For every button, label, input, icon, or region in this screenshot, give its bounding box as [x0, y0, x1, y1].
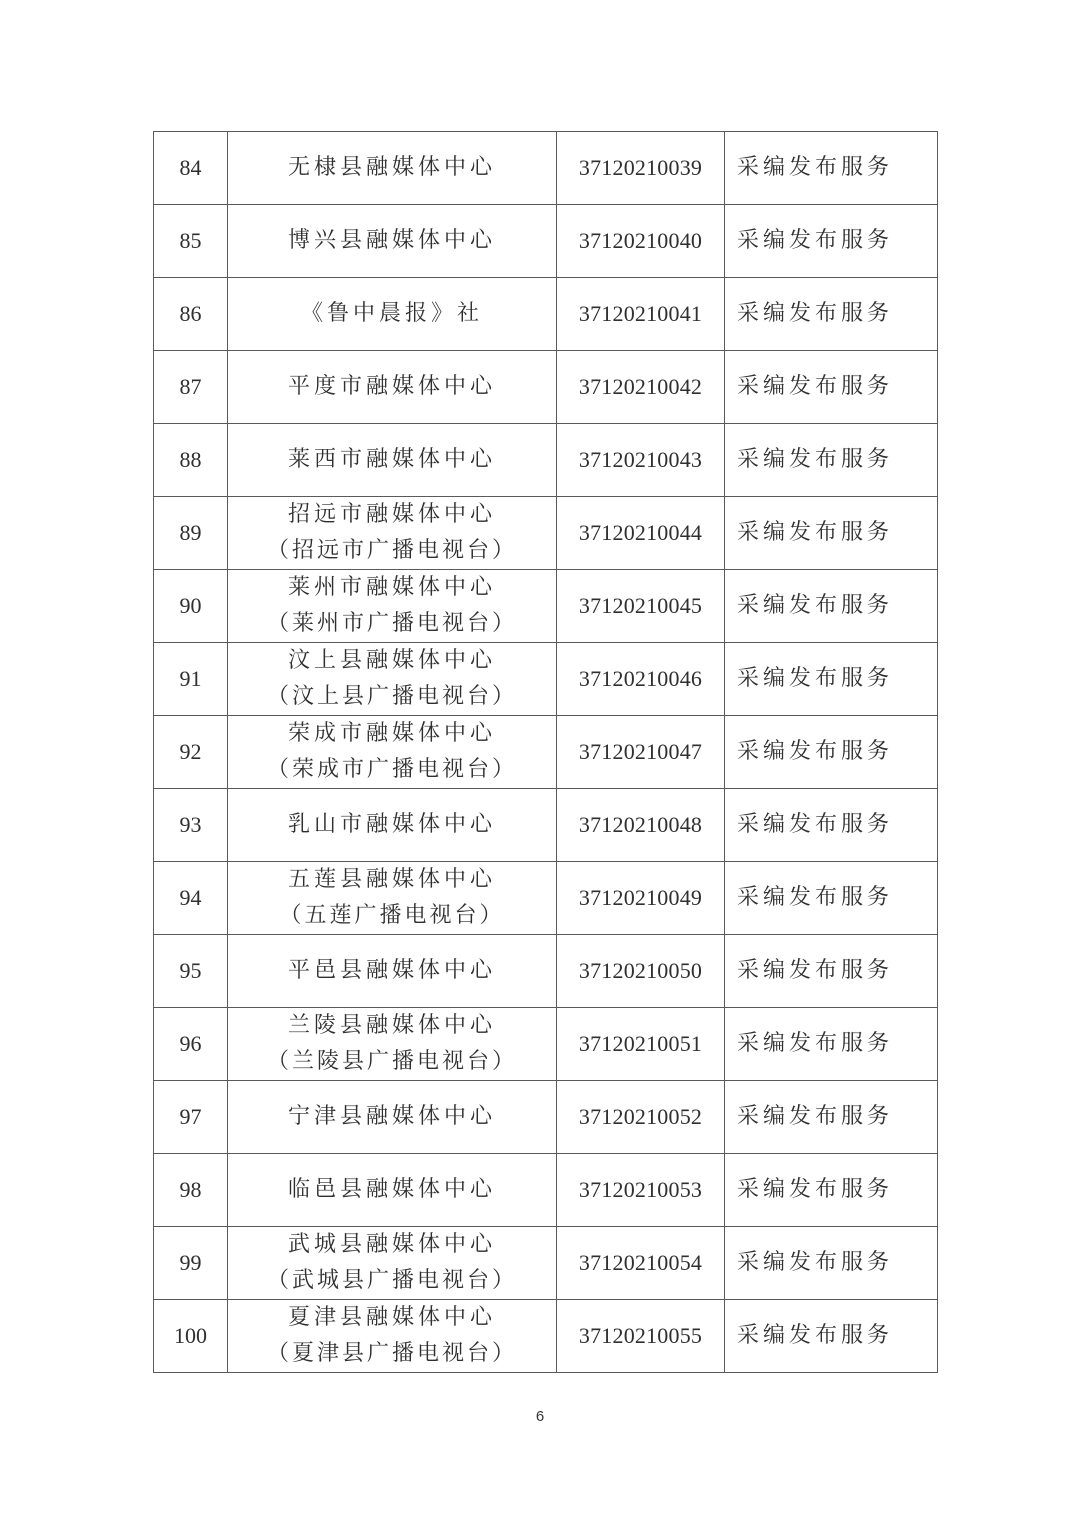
table-row [154, 1081, 938, 1154]
organization-name-cell [228, 424, 557, 497]
organization-alias: （武城县广播电视台） [266, 1268, 517, 1293]
table-row [154, 1154, 938, 1227]
row-number-cell: 99 [154, 1227, 228, 1300]
organization-name-cell [228, 497, 557, 570]
service-type-cell: 采编发布服务 [725, 1008, 938, 1081]
table-row [154, 862, 938, 935]
row-number-cell: 84 [154, 132, 228, 205]
service-type-cell: 采编发布服务 [725, 1154, 938, 1227]
table-row [154, 497, 938, 570]
organization-name-cell [228, 789, 557, 862]
table-row [154, 935, 938, 1008]
organization-name-cell [228, 716, 557, 789]
organization-name: 莱西市融媒体中心 [287, 447, 496, 472]
table-row [154, 570, 938, 643]
license-code-cell: 37120210055 [557, 1300, 725, 1373]
organization-name: 莱州市融媒体中心 [287, 575, 496, 600]
license-code-cell: 37120210052 [557, 1081, 725, 1154]
service-type-cell: 采编发布服务 [725, 1300, 938, 1373]
organization-name: 汶上县融媒体中心 [287, 648, 496, 673]
organization-name-cell [228, 1227, 557, 1300]
organization-alias: （荣成市广播电视台） [266, 757, 517, 782]
service-type-cell: 采编发布服务 [725, 935, 938, 1008]
license-code-cell: 37120210051 [557, 1008, 725, 1081]
service-type-cell: 采编发布服务 [725, 278, 938, 351]
license-code-cell: 37120210040 [557, 205, 725, 278]
organization-name-cell [228, 935, 557, 1008]
organization-name: 平邑县融媒体中心 [287, 958, 496, 983]
table-row [154, 643, 938, 716]
service-type-cell: 采编发布服务 [725, 716, 938, 789]
license-code-cell: 37120210042 [557, 351, 725, 424]
service-type-cell: 采编发布服务 [725, 1227, 938, 1300]
license-code-cell: 37120210046 [557, 643, 725, 716]
organization-name-cell [228, 643, 557, 716]
organization-name-cell [228, 1081, 557, 1154]
row-number-cell: 95 [154, 935, 228, 1008]
service-type-cell: 采编发布服务 [725, 205, 938, 278]
row-number-cell: 88 [154, 424, 228, 497]
organization-alias: （兰陵县广播电视台） [266, 1049, 517, 1074]
service-type-cell: 采编发布服务 [725, 351, 938, 424]
service-type-cell: 采编发布服务 [725, 1081, 938, 1154]
license-code-cell: 37120210048 [557, 789, 725, 862]
row-number-cell: 87 [154, 351, 228, 424]
row-number-cell: 96 [154, 1008, 228, 1081]
license-code-cell: 37120210050 [557, 935, 725, 1008]
row-number-cell: 92 [154, 716, 228, 789]
organization-alias: （夏津县广播电视台） [266, 1341, 517, 1366]
row-number-cell: 100 [154, 1300, 228, 1373]
row-number-cell: 91 [154, 643, 228, 716]
organization-name: 《鲁中晨报》社 [300, 301, 483, 326]
license-code-cell: 37120210039 [557, 132, 725, 205]
service-type-cell: 采编发布服务 [725, 862, 938, 935]
organization-name: 荣成市融媒体中心 [287, 721, 496, 746]
table-row [154, 716, 938, 789]
organization-name-cell [228, 1008, 557, 1081]
row-number-cell: 94 [154, 862, 228, 935]
service-type-cell: 采编发布服务 [725, 497, 938, 570]
organization-name-cell [228, 1300, 557, 1373]
license-code-cell: 37120210053 [557, 1154, 725, 1227]
organization-alias: （招远市广播电视台） [266, 538, 517, 563]
table-row [154, 1227, 938, 1300]
license-code-cell: 37120210054 [557, 1227, 725, 1300]
row-number-cell: 98 [154, 1154, 228, 1227]
license-code-cell: 37120210045 [557, 570, 725, 643]
organization-name-cell [228, 132, 557, 205]
table-row [154, 1008, 938, 1081]
table-row [154, 789, 938, 862]
organization-name-cell [228, 570, 557, 643]
organization-name: 无棣县融媒体中心 [287, 155, 496, 180]
organization-name: 平度市融媒体中心 [287, 374, 496, 399]
organization-name-cell [228, 1154, 557, 1227]
table-row [154, 1300, 938, 1373]
table-row [154, 424, 938, 497]
license-code-cell: 37120210049 [557, 862, 725, 935]
organization-alias: （五莲广播电视台） [279, 903, 505, 928]
table-row [154, 351, 938, 424]
organization-name: 招远市融媒体中心 [287, 502, 496, 527]
organization-name: 临邑县融媒体中心 [287, 1177, 496, 1202]
organization-name: 夏津县融媒体中心 [287, 1305, 496, 1330]
page-number: 6 [535, 1408, 545, 1425]
organization-name-cell [228, 351, 557, 424]
organization-alias: （汶上县广播电视台） [266, 684, 517, 709]
registry-table [153, 131, 938, 1373]
organization-name: 博兴县融媒体中心 [287, 228, 496, 253]
service-type-cell: 采编发布服务 [725, 789, 938, 862]
table-row [154, 278, 938, 351]
organization-name: 兰陵县融媒体中心 [287, 1013, 496, 1038]
organization-name-cell [228, 862, 557, 935]
row-number-cell: 86 [154, 278, 228, 351]
service-type-cell: 采编发布服务 [725, 570, 938, 643]
row-number-cell: 90 [154, 570, 228, 643]
service-type-cell: 采编发布服务 [725, 643, 938, 716]
row-number-cell: 97 [154, 1081, 228, 1154]
organization-name-cell [228, 278, 557, 351]
organization-name-cell [228, 205, 557, 278]
license-code-cell: 37120210043 [557, 424, 725, 497]
organization-name: 乳山市融媒体中心 [287, 812, 496, 837]
organization-name: 五莲县融媒体中心 [287, 867, 496, 892]
organization-name: 宁津县融媒体中心 [287, 1104, 496, 1129]
service-type-cell: 采编发布服务 [725, 424, 938, 497]
table-row [154, 132, 938, 205]
row-number-cell: 85 [154, 205, 228, 278]
registry-table-body [154, 132, 938, 1373]
row-number-cell: 89 [154, 497, 228, 570]
license-code-cell: 37120210044 [557, 497, 725, 570]
service-type-cell: 采编发布服务 [725, 132, 938, 205]
organization-alias: （莱州市广播电视台） [266, 611, 517, 636]
license-code-cell: 37120210041 [557, 278, 725, 351]
row-number-cell: 93 [154, 789, 228, 862]
table-row [154, 205, 938, 278]
organization-name: 武城县融媒体中心 [287, 1232, 496, 1257]
license-code-cell: 37120210047 [557, 716, 725, 789]
